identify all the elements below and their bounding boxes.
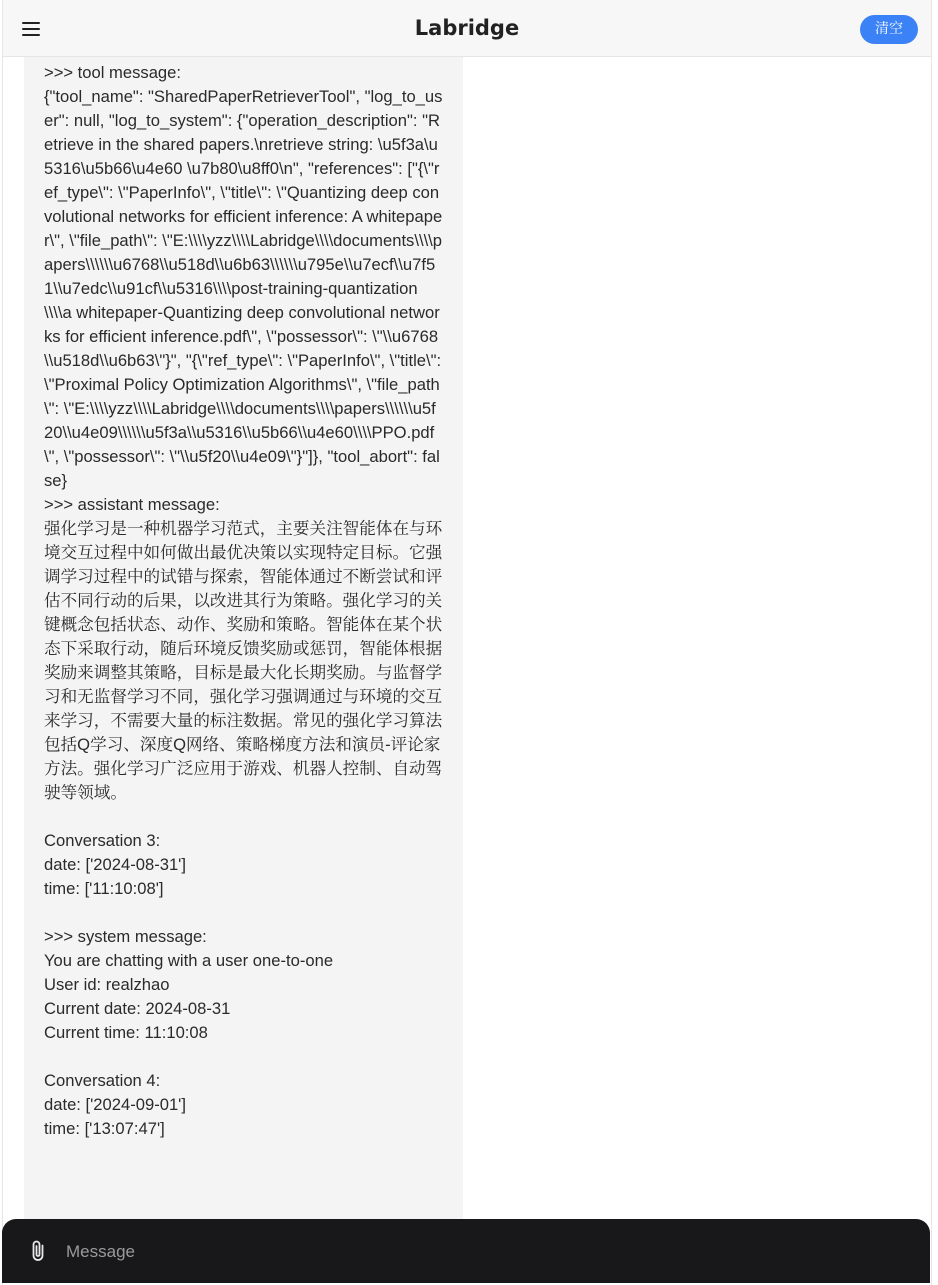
message-input-bar <box>2 1219 930 1283</box>
app-title: Labridge <box>414 16 520 40</box>
chat-message-bubble <box>24 57 463 1219</box>
clear-button[interactable]: 清空 <box>860 15 918 44</box>
paperclip-icon[interactable] <box>26 1239 50 1263</box>
message-input[interactable] <box>64 1233 908 1271</box>
app-header <box>3 0 931 57</box>
app-window <box>2 0 932 1285</box>
message-content: >>> tool message: {"tool_name": "SharedPaperRetrieverTool", "log_to_user": null, "log_to_system": {"operation_description": "Retrieve in the shared papers.\nretrieve string: \u5f3a\u5316\u5b66\u4e60 \u7b80\u8ff0\n", "references": ["{\"ref_type\": \"PaperInfo\", \"title\": \"Quantizing deep convolutional networks for efficient inference: A whitepaper\", \"file_path\": \"E:\\\\yzz\\\\Labridge\\\\documents\\\\papers\\\\\\u6768\\u518d\\u6b63\\\\\\u795e\\u7ecf\\u7f51\\u7edc\\u91cf\\u5316\\\\post-training-quantization\\\\a whitepaper-Quantizing deep convolutional networks for efficient inference.pdf\", \"possessor\": \"\\u6768\\u518d\\u6b63\"}", "{\"ref_type\": \"PaperInfo\", \"title\": \"Proximal Policy Optimization Algorithms\", \"file_path\": \"E:\\\\yzz\\\\Labridge\\\\documents\\\\papers\\\\\\u5f20\\u4e09\\\\\\u5f3a\\u5316\\u5b66\\u4e60\\\\PPO.pdf\", \"possessor\": \"\\u5f20\\u4e09\"}"]}, "tool_abort": false} >>> assistant message: 强化学习是一种机器学习范式，主要关注智能体在与环境交互过程中如何做出最优决策以实现特定目标。它强调学习过程中的试错与探索，智能体通过不断尝试和评估不同行动的后果，以改进其行为策略。强化学习的关键概念包括状态、动作、奖励和策略。智能体在某个状态下采取行动，随后环境反馈奖励或惩罚，智能体根据奖励来调整其策略，目标是最大化长期奖励。与监督学习和无监督学习不同，强化学习强调通过与环境的交互来学习，不需要大量的标注数据。常见的强化学习算法包括Q学习、深度Q网络、策略梯度方法和演员-评论家方法。强化学习广泛应用于游戏、机器人控制、自动驾驶等领域。 Conversation 3: date: ['2024-08-31'] time: ['11:10:08'] >>> system message: You are chatting with a user one-to-one User id: realzhao Current date: 2024-08-31 Current time: 11:10:08 Conversation 4: date: ['2024-09-01'] time: ['13:07:47'] <box>44 63 443 1138</box>
